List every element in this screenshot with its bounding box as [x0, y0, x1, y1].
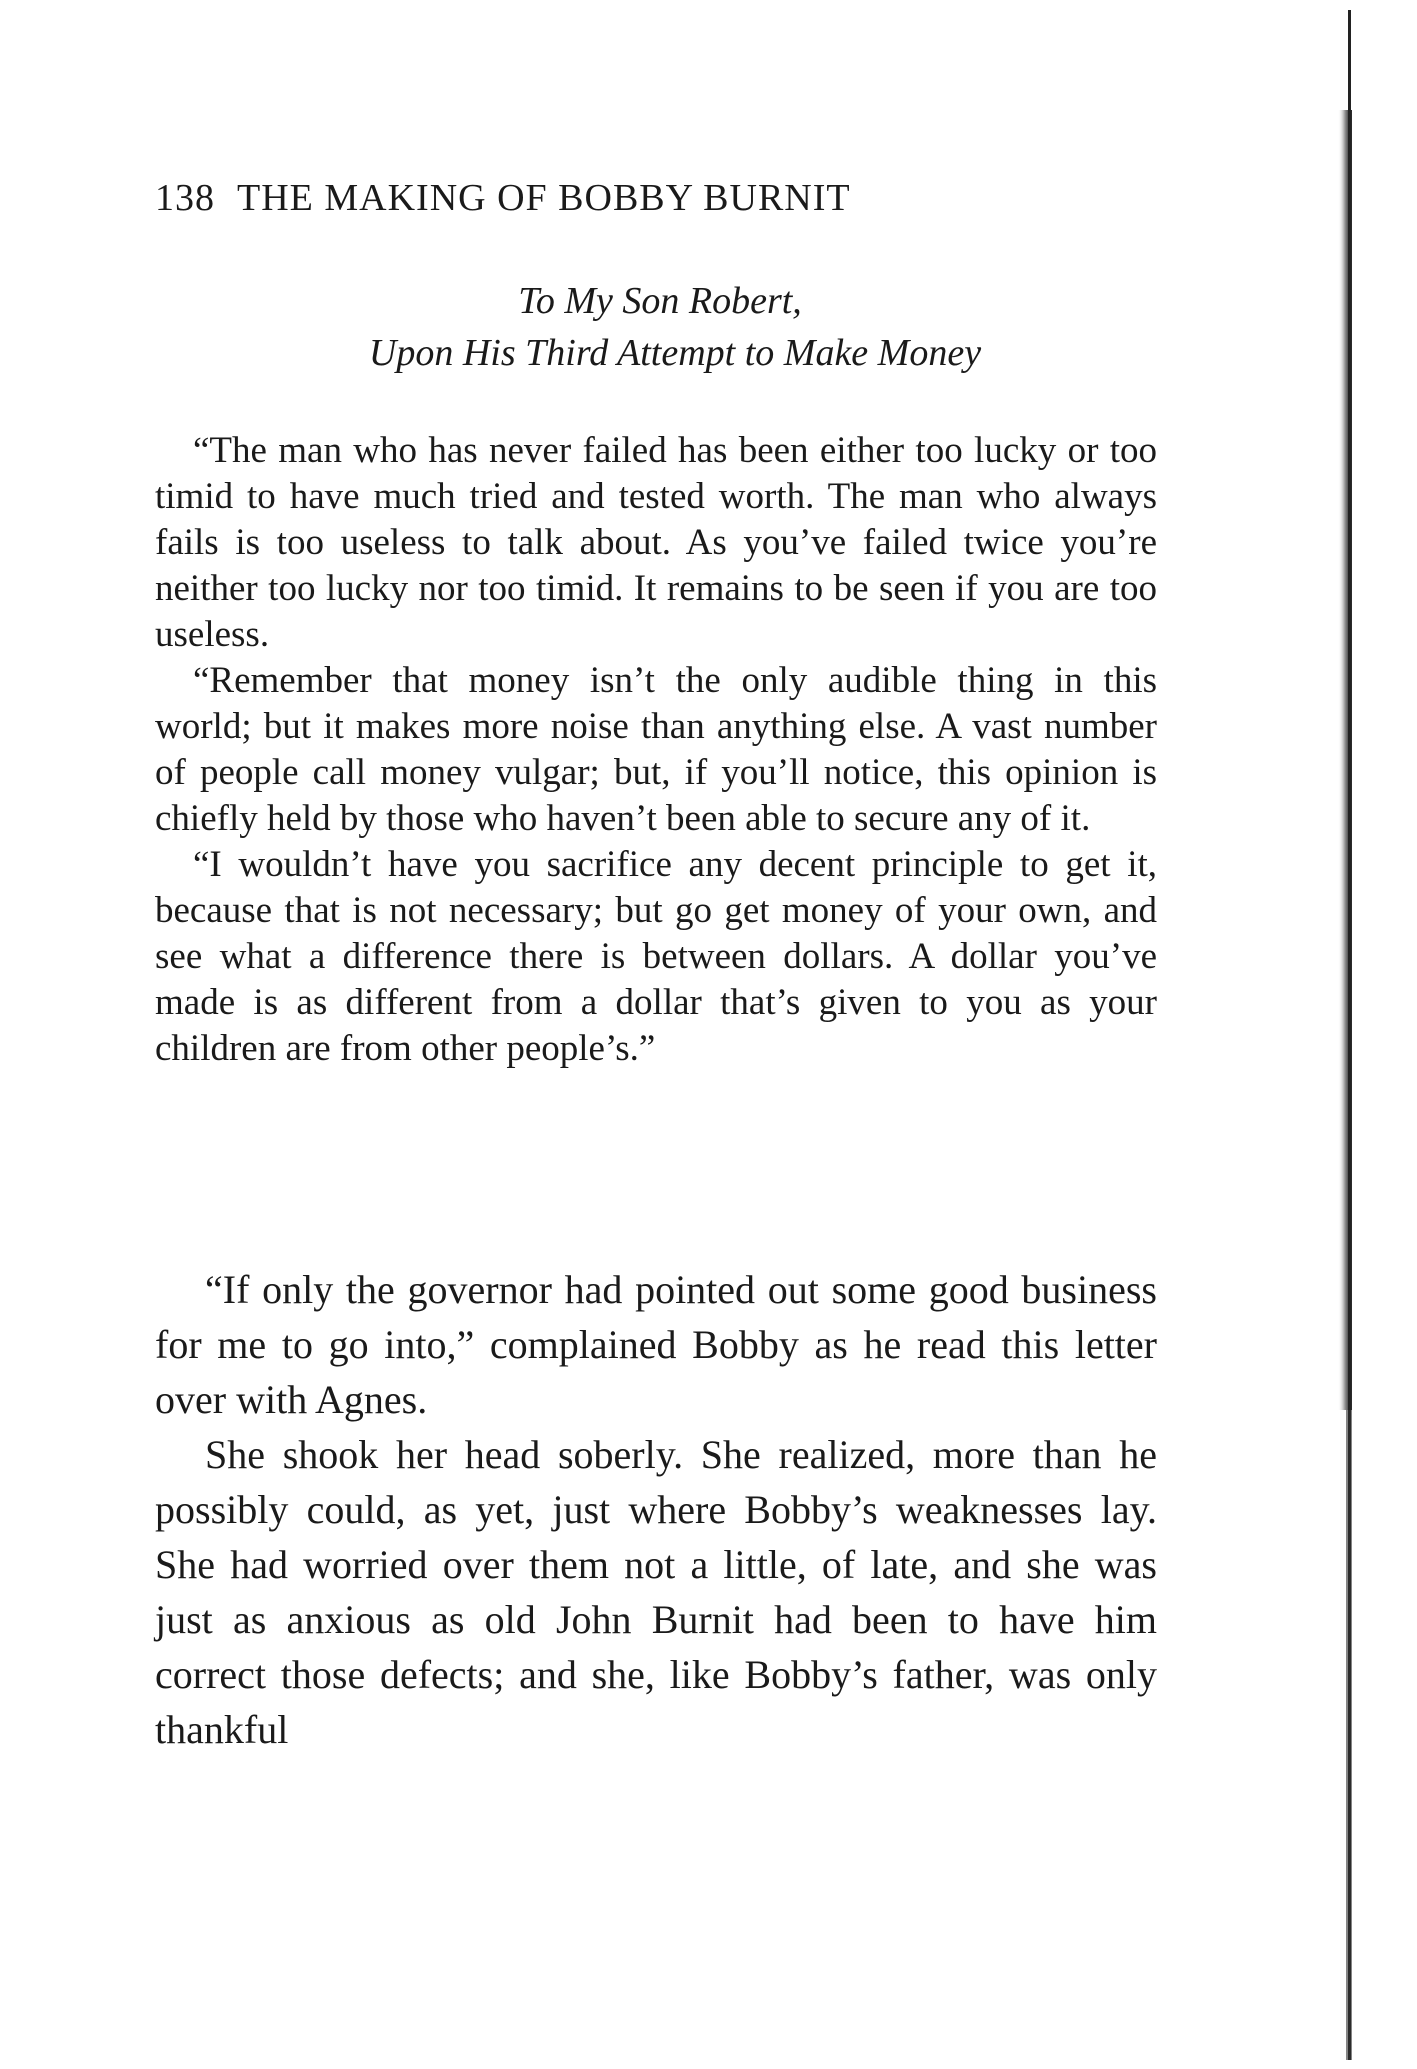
narrative-paragraph: “If only the governor had pointed out some good business for me to go into,” complained Bobby as he read this letter over with Agnes.	[155, 1267, 1157, 1422]
page-number: 138	[155, 177, 215, 219]
spine-shadow	[1334, 10, 1356, 2060]
narrative-paragraph: She shook her head soberly. She realized, more than he possibly could, as yet, just where Bobby’s weaknesses lay. She had worried over them not a little, of late, and she was just as anxious as old John Burnit had been to have him correct those defects; and she, like Bobby’s father, was only thankful	[155, 1432, 1157, 1752]
letter-paragraph: “Remember that money isn’t the only audible thing in this world; but it makes more noise than anything else. A vast number of people call money vulgar; but, if you’ll notice, this opinion is chiefly held by those who haven’t been able to secure any of it.	[155, 660, 1157, 839]
letter-body	[155, 428, 1157, 1072]
letter-salutation: To My Son Robert,	[518, 280, 802, 322]
letter-paragraph: “I wouldn’t have you sacrifice any decent principle to get it, because that is not necessary; but go get money of your own, and see what a difference there is between dollars. A dollar you’ve made is as different from a dollar that’s given to you as your children are from other people’s.”	[155, 844, 1157, 1069]
book-title: THE MAKING OF BOBBY BURNIT	[237, 177, 851, 219]
letter-paragraph: “The man who has never failed has been either too lucky or too timid to have much tried and tested worth. The man who always fails is too useless to talk about. As you’ve failed twice you’re neither too lucky nor too timid. It remains to be seen if you are too useless.	[155, 430, 1157, 655]
running-head	[155, 176, 1165, 220]
narrative-body	[155, 1262, 1157, 1757]
letter-subtitle: Upon His Third Attempt to Make Money	[368, 332, 982, 374]
letter-heading	[155, 275, 1165, 379]
